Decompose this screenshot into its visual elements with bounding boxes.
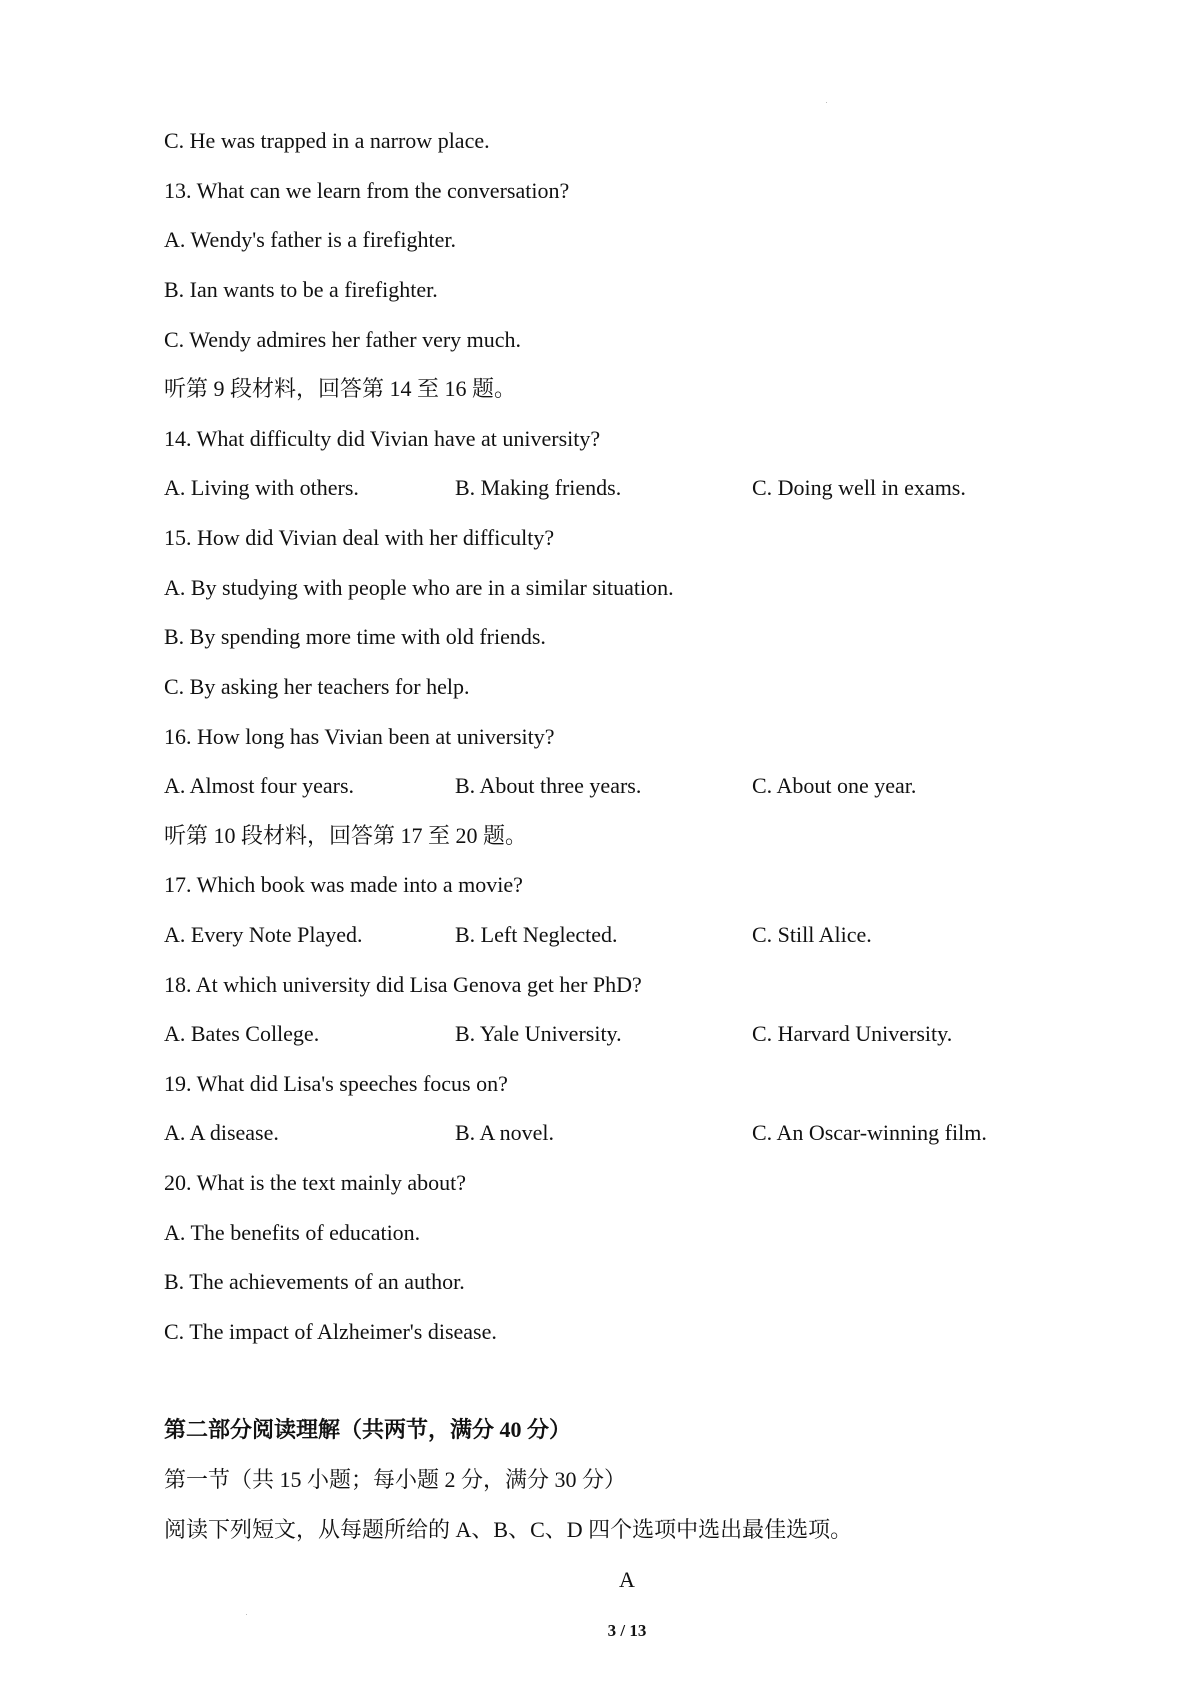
option-19c: C. An Oscar-winning film.: [752, 1120, 987, 1145]
option-15c: C. By asking her teachers for help.: [164, 674, 470, 699]
option-18c: C. Harvard University.: [752, 1021, 953, 1046]
option-13a: A. Wendy's father is a firefighter.: [164, 227, 456, 252]
option-18a: A. Bates College.: [164, 1021, 320, 1046]
question-18: 18. At which university did Lisa Genova get her PhD?: [164, 972, 642, 997]
option-16c: C. About one year.: [752, 773, 917, 798]
option-18b: B. Yale University.: [455, 1021, 622, 1046]
option-14c: C. Doing well in exams.: [752, 475, 966, 500]
section-instruction-9: 听第 9 段材料，回答第 14 至 16 题。: [164, 376, 517, 401]
page-number: 3 / 13: [607, 1621, 647, 1640]
question-14: 14. What difficulty did Vivian have at university?: [164, 426, 601, 451]
section-instruction-10: 听第 10 段材料，回答第 17 至 20 题。: [164, 823, 528, 848]
option-12c: C. He was trapped in a narrow place.: [164, 128, 490, 153]
option-15b: B. By spending more time with old friends.: [164, 624, 546, 649]
question-17: 17. Which book was made into a movie?: [164, 872, 523, 897]
option-17a: A. Every Note Played.: [164, 922, 363, 947]
option-19a: A. A disease.: [164, 1120, 279, 1145]
question-16: 16. How long has Vivian been at university?: [164, 724, 555, 749]
option-14b: B. Making friends.: [455, 475, 622, 500]
option-20c: C. The impact of Alzheimer's disease.: [164, 1319, 497, 1344]
reading-instruction: 阅读下列短文，从每题所给的 A、B、C、D 四个选项中选出最佳选项。: [164, 1517, 853, 1542]
option-17b: B. Left Neglected.: [455, 922, 618, 947]
passage-label: A: [619, 1567, 635, 1592]
option-16b: B. About three years.: [455, 773, 642, 798]
option-13c: C. Wendy admires her father very much.: [164, 327, 522, 352]
option-15a: A. By studying with people who are in a similar situation.: [164, 575, 674, 600]
question-20: 20. What is the text mainly about?: [164, 1170, 467, 1195]
question-19: 19. What did Lisa's speeches focus on?: [164, 1071, 508, 1096]
option-17c: C. Still Alice.: [752, 922, 872, 947]
section-subheading: 第一节（共 15 小题；每小题 2 分，满分 30 分）: [164, 1467, 627, 1492]
option-19b: B. A novel.: [455, 1120, 555, 1145]
option-20a: A. The benefits of education.: [164, 1220, 421, 1245]
question-13: 13. What can we learn from the conversation?: [164, 178, 570, 203]
section-heading: 第二部分阅读理解（共两节，满分 40 分）: [164, 1417, 572, 1442]
scan-speck: [826, 102, 827, 103]
option-13b: B. Ian wants to be a firefighter.: [164, 277, 438, 302]
question-15: 15. How did Vivian deal with her difficulty?: [164, 525, 555, 550]
option-14a: A. Living with others.: [164, 475, 359, 500]
option-20b: B. The achievements of an author.: [164, 1269, 465, 1294]
option-16a: A. Almost four years.: [164, 773, 355, 798]
scan-speck: [246, 1614, 247, 1615]
